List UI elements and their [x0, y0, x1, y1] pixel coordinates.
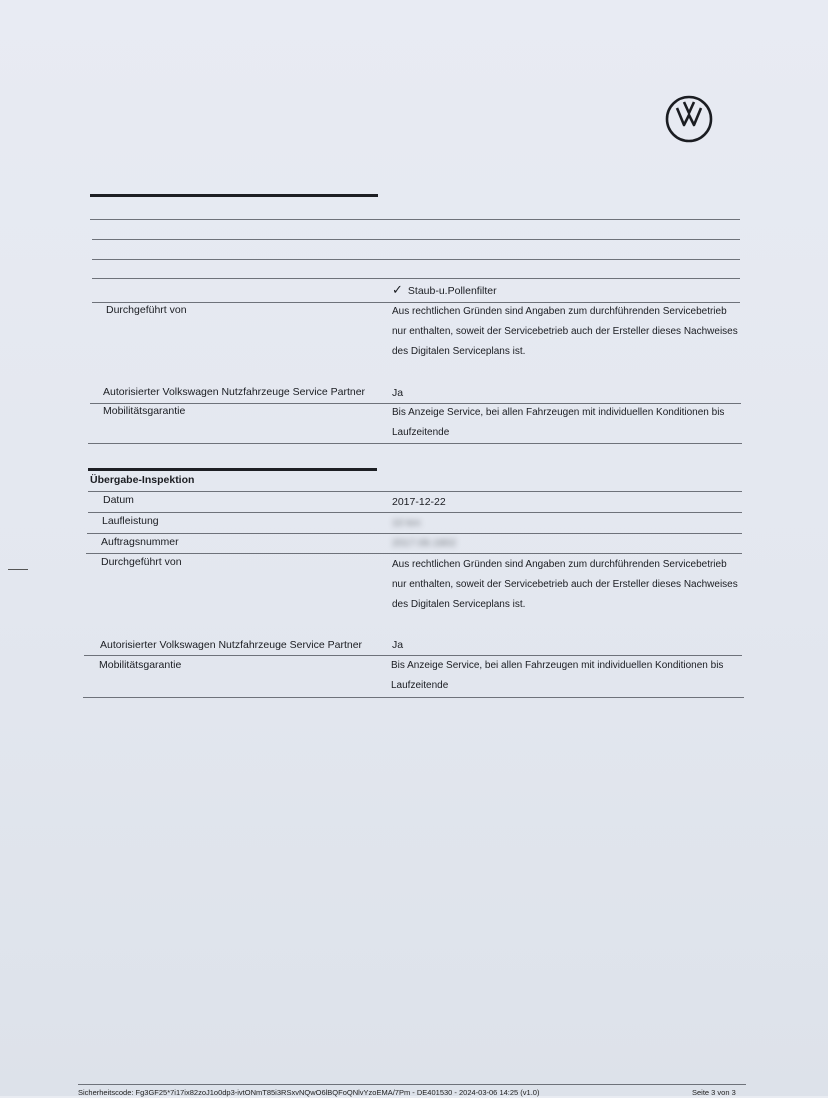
service-item-label: Staub-u.Pollenfilter: [407, 285, 497, 297]
mileage-value: 10 km: [392, 517, 421, 529]
section-top-bar: [90, 194, 378, 197]
partner-value: Ja: [392, 387, 404, 399]
divider: [92, 239, 740, 240]
mobility-value: Bis Anzeige Service, bei allen Fahrzeugen mit individuellen Konditionen bis Laufzeitende: [392, 407, 725, 438]
divider: [92, 259, 740, 260]
partner-value: Ja: [392, 639, 404, 651]
service-item: [392, 283, 497, 298]
divider: [92, 278, 740, 279]
performed-by-value: Aus rechtlichen Gründen sind Angaben zum durchführenden Servicebetrieb nur enthalten, soweit der Servicebetrieb auch der Ersteller dieses Nachweises des Digitalen Serviceplans ist.: [392, 306, 738, 357]
section-title: Übergabe-Inspektion: [90, 474, 195, 486]
page-number: Seite 3 von 3: [692, 1088, 736, 1097]
performed-by-label: Durchgeführt von: [106, 304, 187, 316]
order-label: Auftragsnummer: [101, 536, 179, 548]
divider: [86, 553, 742, 554]
performed-by-value: Aus rechtlichen Gründen sind Angaben zum durchführenden Servicebetrieb nur enthalten, soweit der Servicebetrieb auch der Ersteller dieses Nachweises des Digitalen Serviceplans ist.: [392, 559, 738, 610]
mobility-value: Bis Anzeige Service, bei allen Fahrzeugen mit individuellen Konditionen bis Laufzeitende: [391, 660, 724, 691]
divider: [88, 512, 742, 513]
footer-divider: [78, 1084, 746, 1085]
date-value: 2017-12-22: [392, 496, 446, 508]
mobility-label: Mobilitätsgarantie: [99, 659, 182, 671]
divider: [83, 697, 744, 698]
margin-mark: [8, 569, 28, 570]
volkswagen-logo-icon: [664, 94, 714, 144]
divider: [88, 443, 742, 444]
divider: [88, 491, 742, 492]
mileage-label: Laufleistung: [102, 515, 159, 527]
partner-label: Autorisierter Volkswagen Nutzfahrzeuge Service Partner: [103, 386, 366, 398]
security-code: Sicherheitscode: Fg3GF25*7i17ix82zoJ1o0dp3-ivtONmT85i3RSxvNQwO6lBQFoQNlvYzoEMA/7Pm - DE401530 - 2024-03-06 14:25 (v1.0): [78, 1088, 540, 1097]
section-title-bar: [88, 468, 377, 471]
date-label: Datum: [103, 494, 134, 506]
divider: [87, 533, 742, 534]
performed-by-label: Durchgeführt von: [101, 556, 182, 568]
mobility-label: Mobilitätsgarantie: [103, 405, 186, 417]
partner-label: Autorisierter Volkswagen Nutzfahrzeuge Service Partner: [100, 639, 363, 651]
checkmark-icon: ✓: [392, 282, 403, 297]
order-value: 2017.06.1802: [392, 537, 457, 549]
divider: [90, 219, 740, 220]
